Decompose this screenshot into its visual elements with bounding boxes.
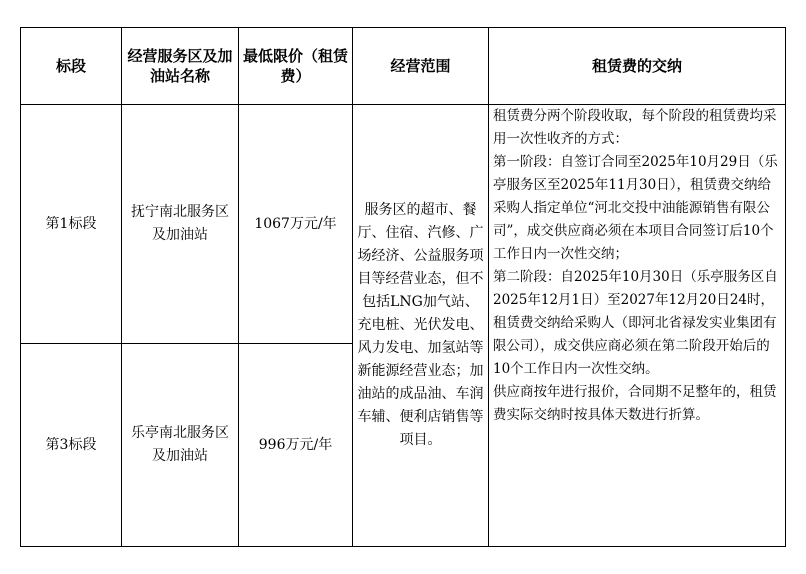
header-segment: 标段 xyxy=(21,28,122,105)
table-row xyxy=(21,105,786,344)
header-name: 经营服务区及加油站名称 xyxy=(122,28,239,105)
lease-table xyxy=(20,27,786,547)
payment-phase-2: 第二阶段：自2025年10月30日（乐亭服务区自2025年12月1日）至2027年12月20日24时，租赁费交纳给采购人（即河北省禄发实业集团有限公司），成交供应商必须在第二阶段开始后的10个工作日内一次性交纳。 xyxy=(493,269,778,377)
payment-intro: 租赁费分两个阶段收取，每个阶段的租赁费均采用一次性收齐的方式： xyxy=(493,108,777,147)
payment-phase-1: 第一阶段：自签订合同至2025年10月29日（乐亭服务区至2025年11月30日），租赁费交纳给采购人指定单位“河北交投中油能源销售有限公司”，成交供应商必须在本项目合同签订后10个工作日内一次性交纳； xyxy=(493,154,778,262)
name-cell: 乐亭南北服务区及加油站 xyxy=(122,344,239,547)
payment-note: 供应商按年进行报价，合同期不足整年的，租赁费实际交纳时按具体天数进行折算。 xyxy=(493,384,777,423)
header-scope: 经营范围 xyxy=(353,28,489,105)
price-cell: 1067万元/年 xyxy=(239,105,353,344)
name-cell: 抚宁南北服务区及加油站 xyxy=(122,105,239,344)
header-row xyxy=(21,28,786,105)
header-payment: 租赁费的交纳 xyxy=(489,28,786,105)
segment-cell: 第3标段 xyxy=(21,344,122,547)
payment-cell xyxy=(489,105,786,547)
header-price: 最低限价（租赁费） xyxy=(239,28,353,105)
scope-cell: 服务区的超市、餐厅、住宿、汽修、广场经济、公益服务项目等经营业态，但不包括LNG加气站、充电桩、光伏发电、风力发电、加氢站等新能源经营业态；加油站的成品油、车润车辅、便利店销售等项目。 xyxy=(353,105,489,547)
price-cell: 996万元/年 xyxy=(239,344,353,547)
segment-cell: 第1标段 xyxy=(21,105,122,344)
